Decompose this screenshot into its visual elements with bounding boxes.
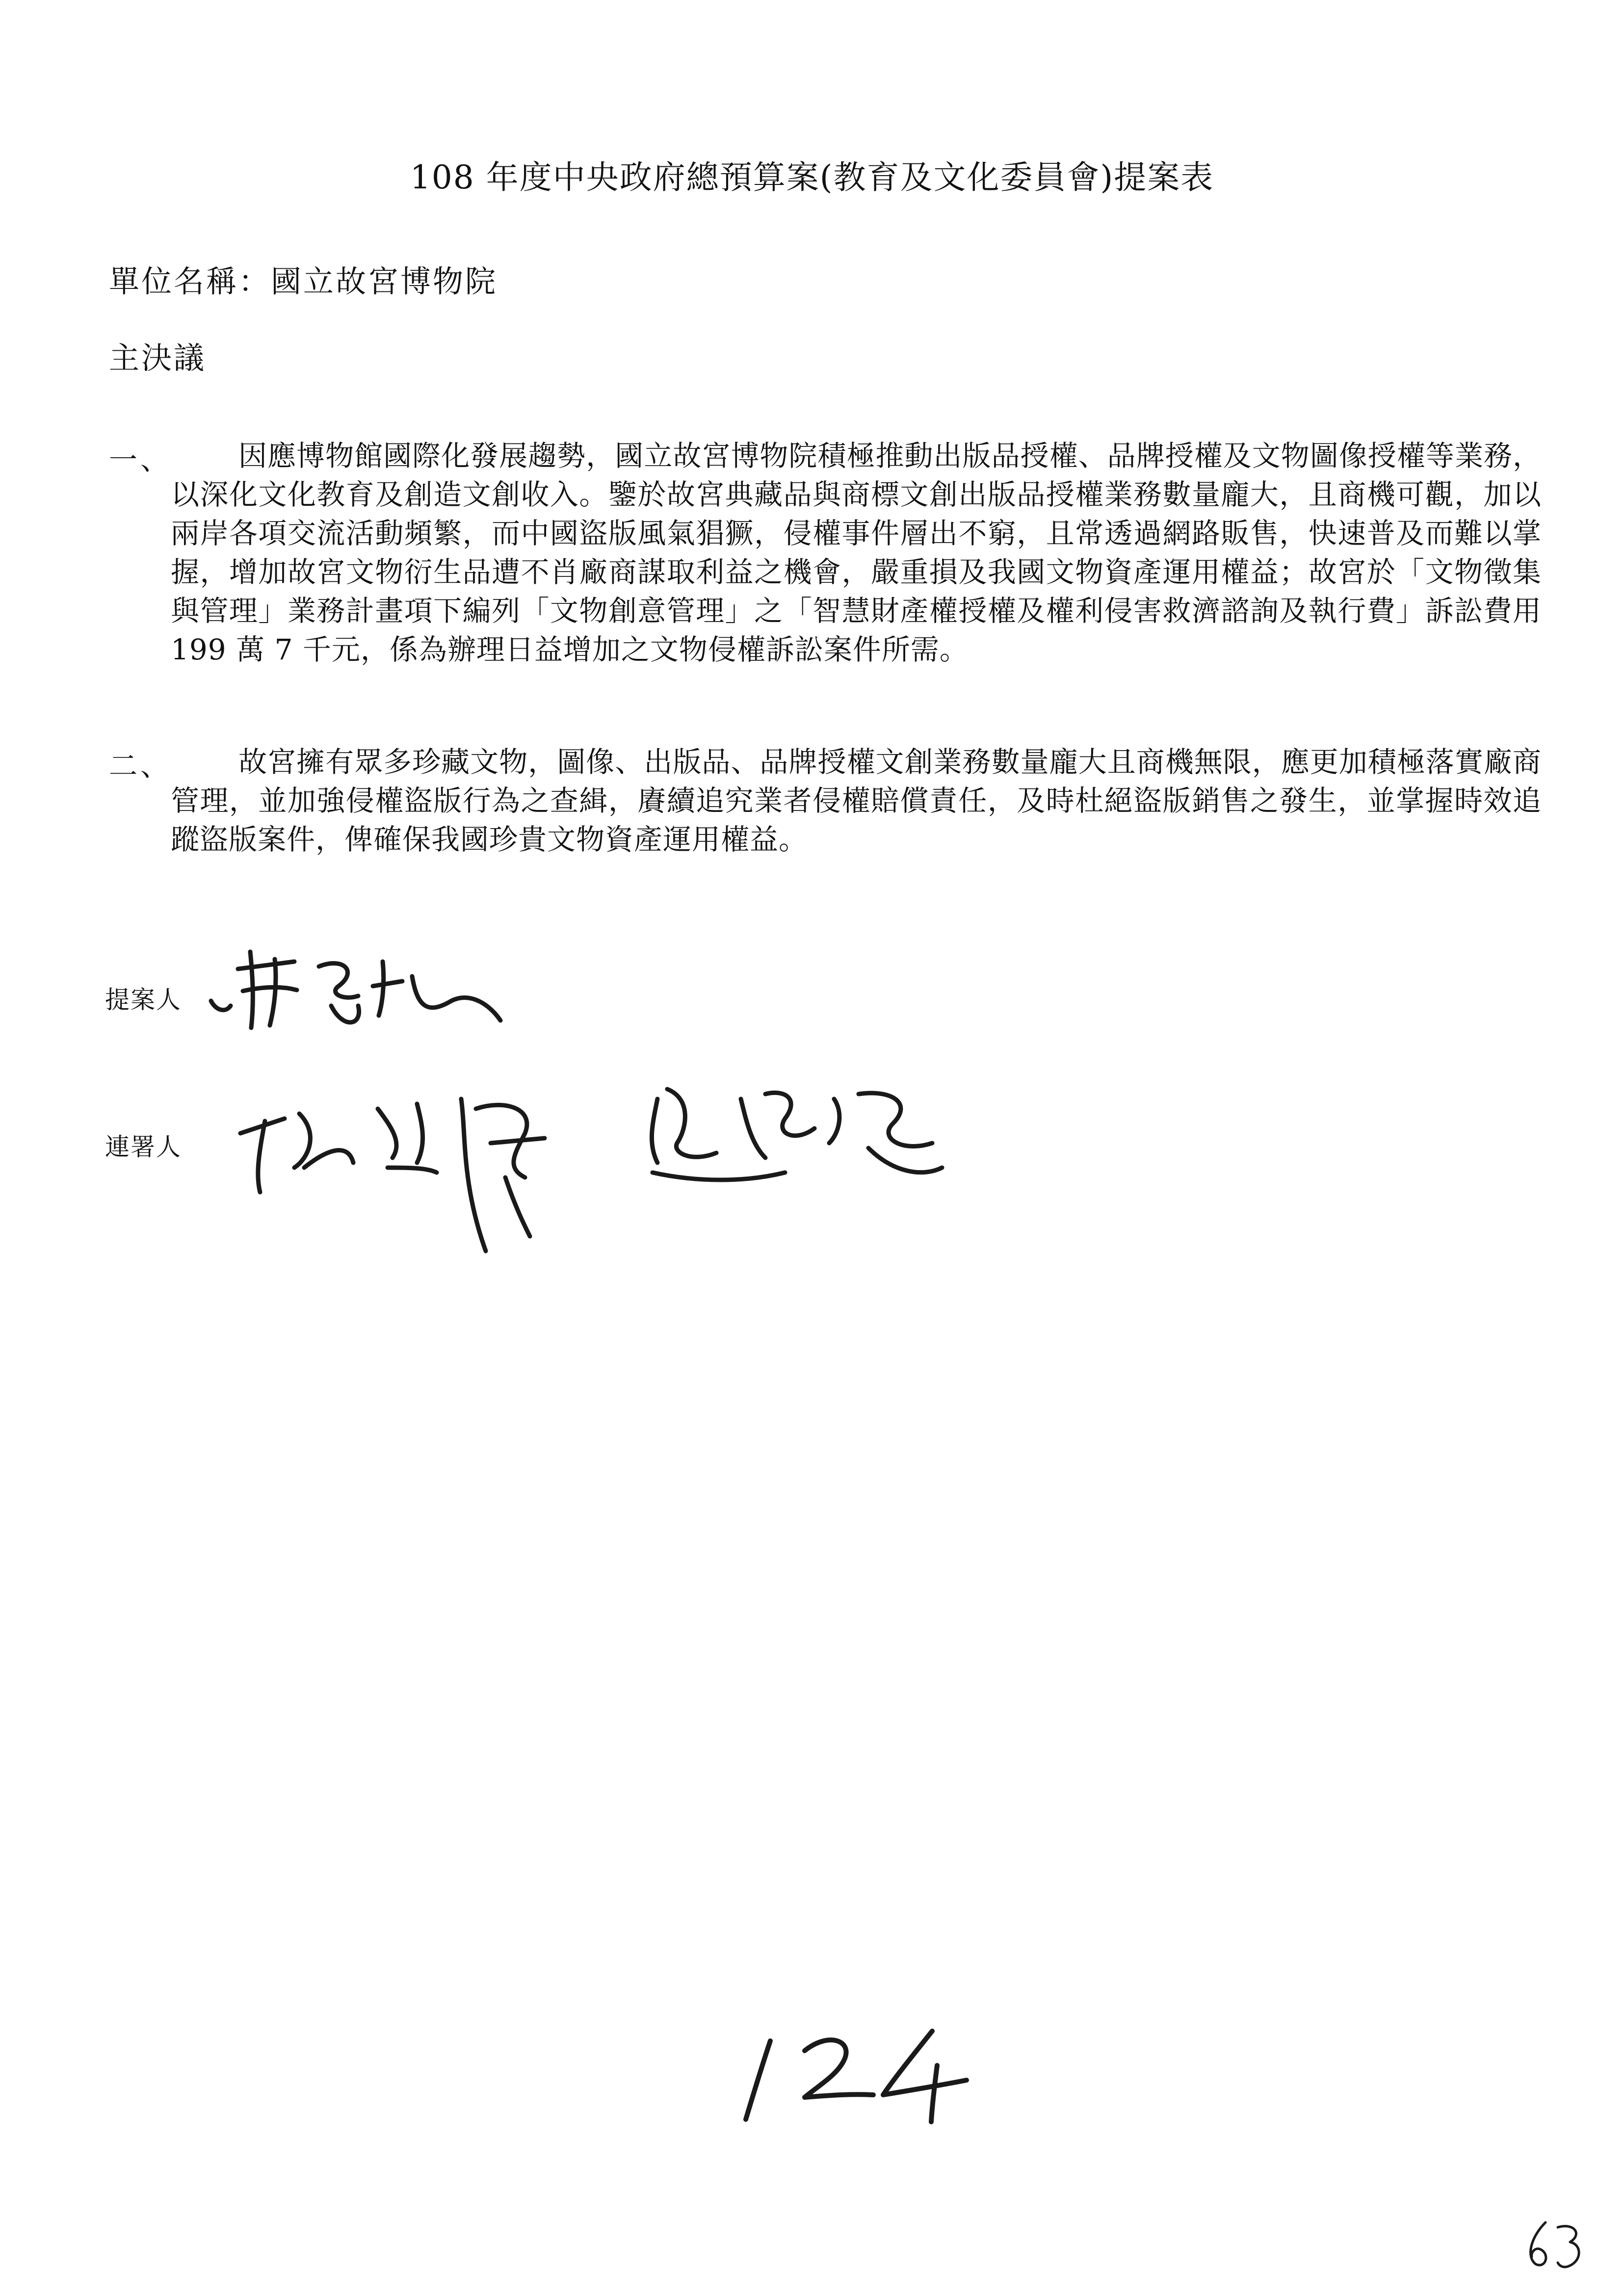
- resolution-item-2: [109, 743, 1542, 859]
- item-number: 二、: [109, 749, 172, 783]
- item-number: 一、: [109, 443, 172, 476]
- proposer-label: 提案人: [105, 986, 182, 1014]
- handwritten-page-number: [726, 2011, 981, 2129]
- resolution-heading: 主決議: [109, 340, 207, 376]
- proposer-signature: [196, 932, 510, 1040]
- cosigner-label: 連署人: [105, 1133, 182, 1161]
- item-text: 因應博物館國際化發展趨勢，國立故宮博物院積極推動出版品授權、品牌授權及文物圖像授權等業務，以深化文化教育及創造文創收入。鑒於故宮典藏品與商標文創出版品授權業務數量龐大，且商機可觀，加以兩岸各項交流活動頻繁，而中國盜版風氣猖獗，侵權事件層出不窮，且常透過網路販售，快速普及而難以掌握，增加故宮文物衍生品遭不肖廠商謀取利益之機會，嚴重損及我國文物資產運用權益；故宮於「文物徵集與管理」業務計畫項下編列「文物創意管理」之「智慧財產權授權及權利侵害救濟諮詢及執行費」訴訟費用 199 萬 7 千元，係為辦理日益增加之文物侵權訴訟案件所需。: [171, 439, 1542, 666]
- cosigner-signature-1: [231, 1070, 574, 1256]
- unit-name-line: 單位名稱：國立故宮博物院: [109, 263, 498, 299]
- cosigner-signature-2: [638, 1070, 952, 1197]
- document-title: 108 年度中央政府總預算案(教育及文化委員會)提案表: [410, 158, 1214, 196]
- item-text: 故宮擁有眾多珍藏文物，圖像、出版品、品牌授權文創業務數量龐大且商機無限，應更加積極落實廠商管理，並加強侵權盜版行為之查緝，賡續追究業者侵權賠償責任，及時杜絕盜版銷售之發生，並掌握時效追蹤盜版案件，俾確保我國珍貴文物資產運用權益。: [171, 745, 1542, 856]
- resolution-item-1: [109, 437, 1542, 669]
- corner-page-number: [1521, 2218, 1590, 2271]
